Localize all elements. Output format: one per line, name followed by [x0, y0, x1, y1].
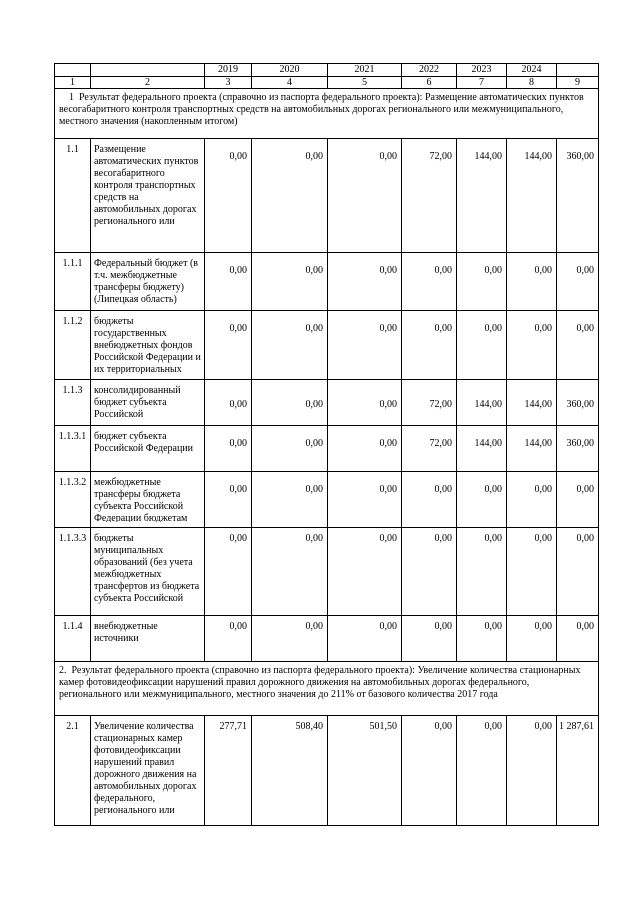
section-title: Результат федерального проекта (справочно из паспорта федерального проекта): Размещение автоматических пунктов весогабаритного контроля транспортных средств на автомобильных дорогах регионального или межмуниципального, местного значения (накопленным итогом) — [59, 92, 584, 127]
value-cell: 0,00 — [457, 528, 507, 616]
value-cell: 0,00 — [252, 253, 328, 311]
row-code-cell: 1.1.4 — [55, 616, 91, 662]
row-name-cell — [91, 616, 205, 662]
column-number-cell: 9 — [557, 77, 599, 89]
row-name-cell — [91, 139, 205, 253]
table-row — [55, 311, 599, 380]
column-number-cell: 5 — [328, 77, 402, 89]
table-row — [55, 472, 599, 528]
value-cell: 72,00 — [402, 380, 457, 426]
value-cell: 0,00 — [557, 472, 599, 528]
value-cell: 277,71 — [205, 716, 252, 826]
value-cell: 0,00 — [205, 616, 252, 662]
year-header-cell: 2020 — [252, 64, 328, 77]
year-header-cell: 2021 — [328, 64, 402, 77]
year-header-cell: 2019 — [205, 64, 252, 77]
column-number-row — [55, 77, 599, 89]
value-cell: 72,00 — [402, 139, 457, 253]
header-cell-empty — [55, 64, 91, 77]
value-cell: 0,00 — [328, 311, 402, 380]
value-cell: 508,40 — [252, 716, 328, 826]
value-cell: 360,00 — [557, 139, 599, 253]
value-cell: 501,50 — [328, 716, 402, 826]
value-cell: 0,00 — [507, 716, 557, 826]
table-row — [55, 716, 599, 826]
row-code-cell: 1.1.3 — [55, 380, 91, 426]
year-header-cell: 2023 — [457, 64, 507, 77]
row-code-cell: 1.1.3.3 — [55, 528, 91, 616]
value-cell: 72,00 — [402, 426, 457, 472]
value-cell: 0,00 — [402, 311, 457, 380]
row-name-cell — [91, 716, 205, 826]
value-cell: 0,00 — [252, 139, 328, 253]
row-name-text: межбюджетные трансферы бюджета субъекта Российской Федерации бюджетам — [94, 477, 188, 522]
section-number: 2. — [59, 665, 67, 676]
value-cell: 0,00 — [328, 472, 402, 528]
value-cell: 0,00 — [205, 311, 252, 380]
row-name-cell — [91, 380, 205, 426]
value-cell: 0,00 — [205, 426, 252, 472]
value-cell: 0,00 — [205, 380, 252, 426]
table-row — [55, 253, 599, 311]
value-cell: 0,00 — [205, 528, 252, 616]
value-cell: 0,00 — [252, 472, 328, 528]
row-name-text: консолидированный бюджет субъекта Российской — [94, 385, 181, 420]
table-row — [55, 426, 599, 472]
row-name-text: Размещение автоматических пунктов весогабаритного контроля транспортных средств на автомобильных дорогах регионального или — [94, 144, 199, 227]
value-cell: 0,00 — [557, 253, 599, 311]
value-cell: 0,00 — [205, 472, 252, 528]
value-cell: 1 287,61 — [557, 716, 599, 826]
row-code-cell: 1.1 — [55, 139, 91, 253]
value-cell: 0,00 — [328, 616, 402, 662]
section-header-row — [55, 662, 599, 716]
value-cell: 144,00 — [507, 426, 557, 472]
value-cell: 0,00 — [252, 616, 328, 662]
value-cell: 0,00 — [402, 716, 457, 826]
value-cell: 0,00 — [328, 426, 402, 472]
row-name-text: бюджеты государственных внебюджетных фондов Российской Федерации и их территориальных — [94, 316, 201, 374]
value-cell: 0,00 — [507, 311, 557, 380]
value-cell: 0,00 — [252, 528, 328, 616]
section-title: Результат федерального проекта (справочно из паспорта федерального проекта): Увеличение количества стационарных камер фотовидеофиксации нарушений правил дорожного движения на автомобильных дорогах федерального, регионального или межмуниципального, местного значения до 211% от базового количества 2017 года — [59, 665, 581, 700]
value-cell: 0,00 — [457, 311, 507, 380]
value-cell: 0,00 — [252, 380, 328, 426]
header-cell-empty — [91, 64, 205, 77]
row-name-text: Федеральный бюджет (в т.ч. межбюджетные трансферы бюджету) (Липецкая область) — [94, 258, 199, 305]
value-cell: 0,00 — [402, 528, 457, 616]
table-body — [55, 64, 599, 826]
value-cell: 0,00 — [457, 716, 507, 826]
value-cell: 0,00 — [402, 616, 457, 662]
value-cell: 0,00 — [507, 528, 557, 616]
value-cell: 0,00 — [205, 253, 252, 311]
value-cell: 144,00 — [507, 380, 557, 426]
value-cell: 0,00 — [507, 472, 557, 528]
row-name-text: бюджеты муниципальных образований (без учета межбюджетных трансфертов из бюджета субъекта Российской — [94, 533, 200, 604]
value-cell: 0,00 — [205, 139, 252, 253]
row-name-cell — [91, 472, 205, 528]
value-cell: 0,00 — [328, 380, 402, 426]
value-cell: 144,00 — [457, 426, 507, 472]
table-row — [55, 380, 599, 426]
value-cell: 144,00 — [457, 380, 507, 426]
row-name-cell — [91, 528, 205, 616]
row-name-cell — [91, 311, 205, 380]
year-header-cell: 2022 — [402, 64, 457, 77]
row-code-cell: 1.1.1 — [55, 253, 91, 311]
value-cell: 0,00 — [457, 616, 507, 662]
column-number-cell: 2 — [91, 77, 205, 89]
table-row — [55, 616, 599, 662]
value-cell: 0,00 — [402, 472, 457, 528]
value-cell: 0,00 — [328, 528, 402, 616]
value-cell: 360,00 — [557, 380, 599, 426]
column-number-cell: 7 — [457, 77, 507, 89]
value-cell: 0,00 — [557, 616, 599, 662]
column-number-cell: 4 — [252, 77, 328, 89]
row-name-cell — [91, 426, 205, 472]
value-cell: 0,00 — [252, 311, 328, 380]
value-cell: 0,00 — [557, 311, 599, 380]
row-name-text: бюджет субъекта Российской Федерации — [94, 431, 194, 454]
value-cell: 0,00 — [328, 253, 402, 311]
value-cell: 0,00 — [557, 528, 599, 616]
column-number-cell: 1 — [55, 77, 91, 89]
column-number-cell: 3 — [205, 77, 252, 89]
value-cell: 0,00 — [252, 426, 328, 472]
value-cell: 0,00 — [328, 139, 402, 253]
row-name-text: внебюджетные источники — [94, 621, 158, 644]
value-cell: 0,00 — [457, 472, 507, 528]
section-header-cell — [55, 89, 599, 139]
section-number: 1 — [69, 92, 74, 103]
row-code-cell: 1.1.3.1 — [55, 426, 91, 472]
row-code-cell: 1.1.2 — [55, 311, 91, 380]
value-cell: 0,00 — [507, 253, 557, 311]
value-cell: 144,00 — [457, 139, 507, 253]
value-cell: 0,00 — [402, 253, 457, 311]
value-cell: 0,00 — [457, 253, 507, 311]
row-name-text: Увеличение количества стационарных камер фотовидеофиксации нарушений правил дорожного движения на автомобильных дорогах федерального, регионального или — [94, 721, 197, 816]
header-cell-empty — [557, 64, 599, 77]
section-header-cell — [55, 662, 599, 716]
value-cell: 0,00 — [507, 616, 557, 662]
row-name-cell — [91, 253, 205, 311]
column-number-cell: 6 — [402, 77, 457, 89]
budget-table — [54, 63, 599, 826]
value-cell: 144,00 — [507, 139, 557, 253]
value-cell: 360,00 — [557, 426, 599, 472]
table-row — [55, 139, 599, 253]
section-header-row — [55, 89, 599, 139]
year-header-cell: 2024 — [507, 64, 557, 77]
column-number-cell: 8 — [507, 77, 557, 89]
table-row — [55, 528, 599, 616]
year-header-row — [55, 64, 599, 77]
row-code-cell: 1.1.3.2 — [55, 472, 91, 528]
row-code-cell: 2.1 — [55, 716, 91, 826]
